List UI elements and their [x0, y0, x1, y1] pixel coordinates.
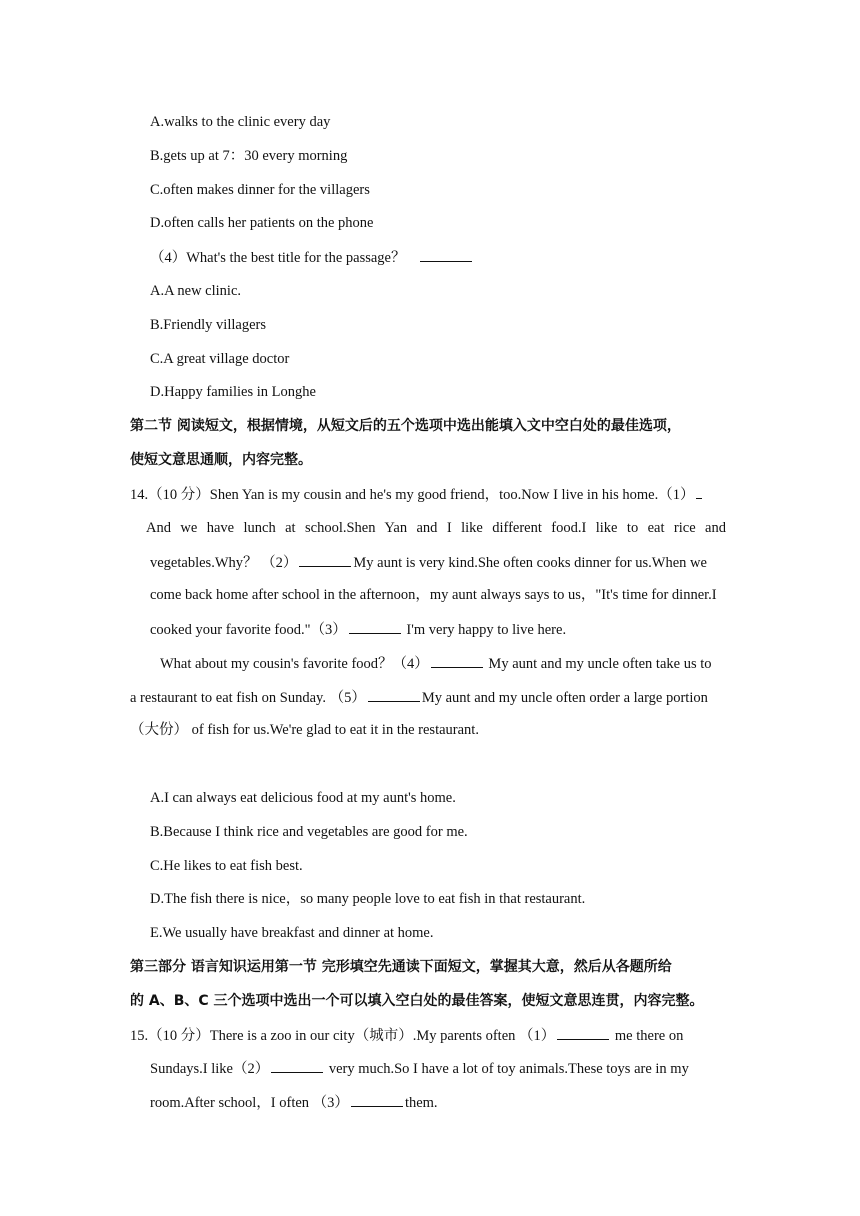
answer-blank-6 — [557, 1025, 609, 1040]
q15-line1 — [130, 1025, 683, 1046]
q14-line7-text-a: a restaurant to eat fish on Sunday. （5） — [130, 690, 366, 706]
q14-line3 — [150, 552, 707, 573]
q14-line2: And we have lunch at school.Shen Yan and I like different food.I like to eat rice and — [146, 520, 726, 536]
q14-line7-text-b: My aunt and my uncle often order a large portion — [421, 690, 708, 706]
q14-option-e: E.We usually have breakfast and dinner at home. — [150, 925, 434, 941]
q15-line2-text-b: very much.So I have a lot of toy animals.These toys are in my — [325, 1061, 689, 1077]
q15-line3 — [150, 1092, 438, 1113]
q13-sub4-option-b: B.Friendly villagers — [150, 317, 266, 333]
q14-line6 — [160, 653, 712, 674]
section3-heading-line1: 第三部分 语言知识运用第一节 完形填空先通读下面短文，掌握其大意，然后从各题所给 — [130, 959, 672, 975]
q14-option-d: D.The fish there is nice，so many people love to eat fish in that restaurant. — [150, 891, 586, 907]
section2-heading-line2: 使短文意思通顺，内容完整。 — [130, 452, 312, 468]
answer-blank-2 — [299, 552, 351, 567]
q14-line8: （大份） of fish for us.We're glad to eat it in the restaurant. — [130, 722, 479, 738]
q15-line1-text-b: me there on — [611, 1028, 684, 1044]
q14-line1 — [130, 484, 704, 505]
q14-line4: come back home after school in the afternoon，my aunt always says to us，"It's time for dinner.I — [150, 587, 717, 603]
answer-blank — [420, 247, 472, 262]
q14-line6-text-a: What about my cousin's favorite food？（4） — [160, 656, 429, 672]
q14-option-c: C.He likes to eat fish best. — [150, 858, 303, 874]
q13-sub4-option-c: C.A great village doctor — [150, 351, 290, 367]
q14-option-b: B.Because I think rice and vegetables are good for me. — [150, 824, 468, 840]
q14-line3-text-b: My aunt is very kind.She often cooks dinner for us.When we — [353, 555, 707, 571]
q13-sub4-stem-text: （4）What's the best title for the passage？ — [150, 250, 406, 266]
answer-blank-5 — [368, 687, 420, 702]
q13-option-d: D.often calls her patients on the phone — [150, 215, 374, 231]
q14-line1-text: 14.（10 分）Shen Yan is my cousin and he's my good friend，too.Now I live in his home.（1） — [130, 487, 695, 503]
section2-heading-line1: 第二节 阅读短文，根据情境，从短文后的五个选项中选出能填入文中空白处的最佳选项， — [130, 418, 681, 434]
q13-sub4-option-d: D.Happy families in Longhe — [150, 384, 316, 400]
q15-line2-text-a: Sundays.I like（2） — [150, 1061, 270, 1077]
q14-line5 — [150, 619, 566, 640]
q15-line1-text-a: 15.（10 分）There is a zoo in our city（城市）.My parents often （1） — [130, 1028, 556, 1044]
q13-sub4-option-a: A.A new clinic. — [150, 283, 242, 299]
q14-line6-text-b: My aunt and my uncle often take us to — [484, 656, 712, 672]
q13-sub4-stem — [150, 247, 474, 268]
q15-line3-text-b: them. — [404, 1095, 438, 1111]
q13-option-c: C.often makes dinner for the villagers — [150, 182, 370, 198]
q14-option-a: A.I can always eat delicious food at my aunt's home. — [150, 790, 456, 806]
q14-line5-text-a: cooked your favorite food."（3） — [150, 622, 347, 638]
answer-blank-1 — [696, 484, 702, 499]
q15-line3-text-a: room.After school，I often （3） — [150, 1095, 349, 1111]
q14-line3-text-a: vegetables.Why？ （2） — [150, 555, 298, 571]
q15-line2 — [150, 1058, 689, 1079]
q14-line5-text-b: I'm very happy to live here. — [402, 622, 567, 638]
q14-line7 — [130, 687, 708, 708]
q13-option-b: B.gets up at 7：30 every morning — [150, 148, 348, 164]
answer-blank-3 — [349, 619, 401, 634]
answer-blank-7 — [271, 1058, 323, 1073]
section3-heading-line2: 的 A、B、C 三个选项中选出一个可以填入空白处的最佳答案，使短文意思连贯，内容完整。 — [130, 993, 704, 1009]
answer-blank-4 — [431, 653, 483, 668]
answer-blank-8 — [351, 1092, 403, 1107]
q13-option-a: A.walks to the clinic every day — [150, 114, 331, 130]
